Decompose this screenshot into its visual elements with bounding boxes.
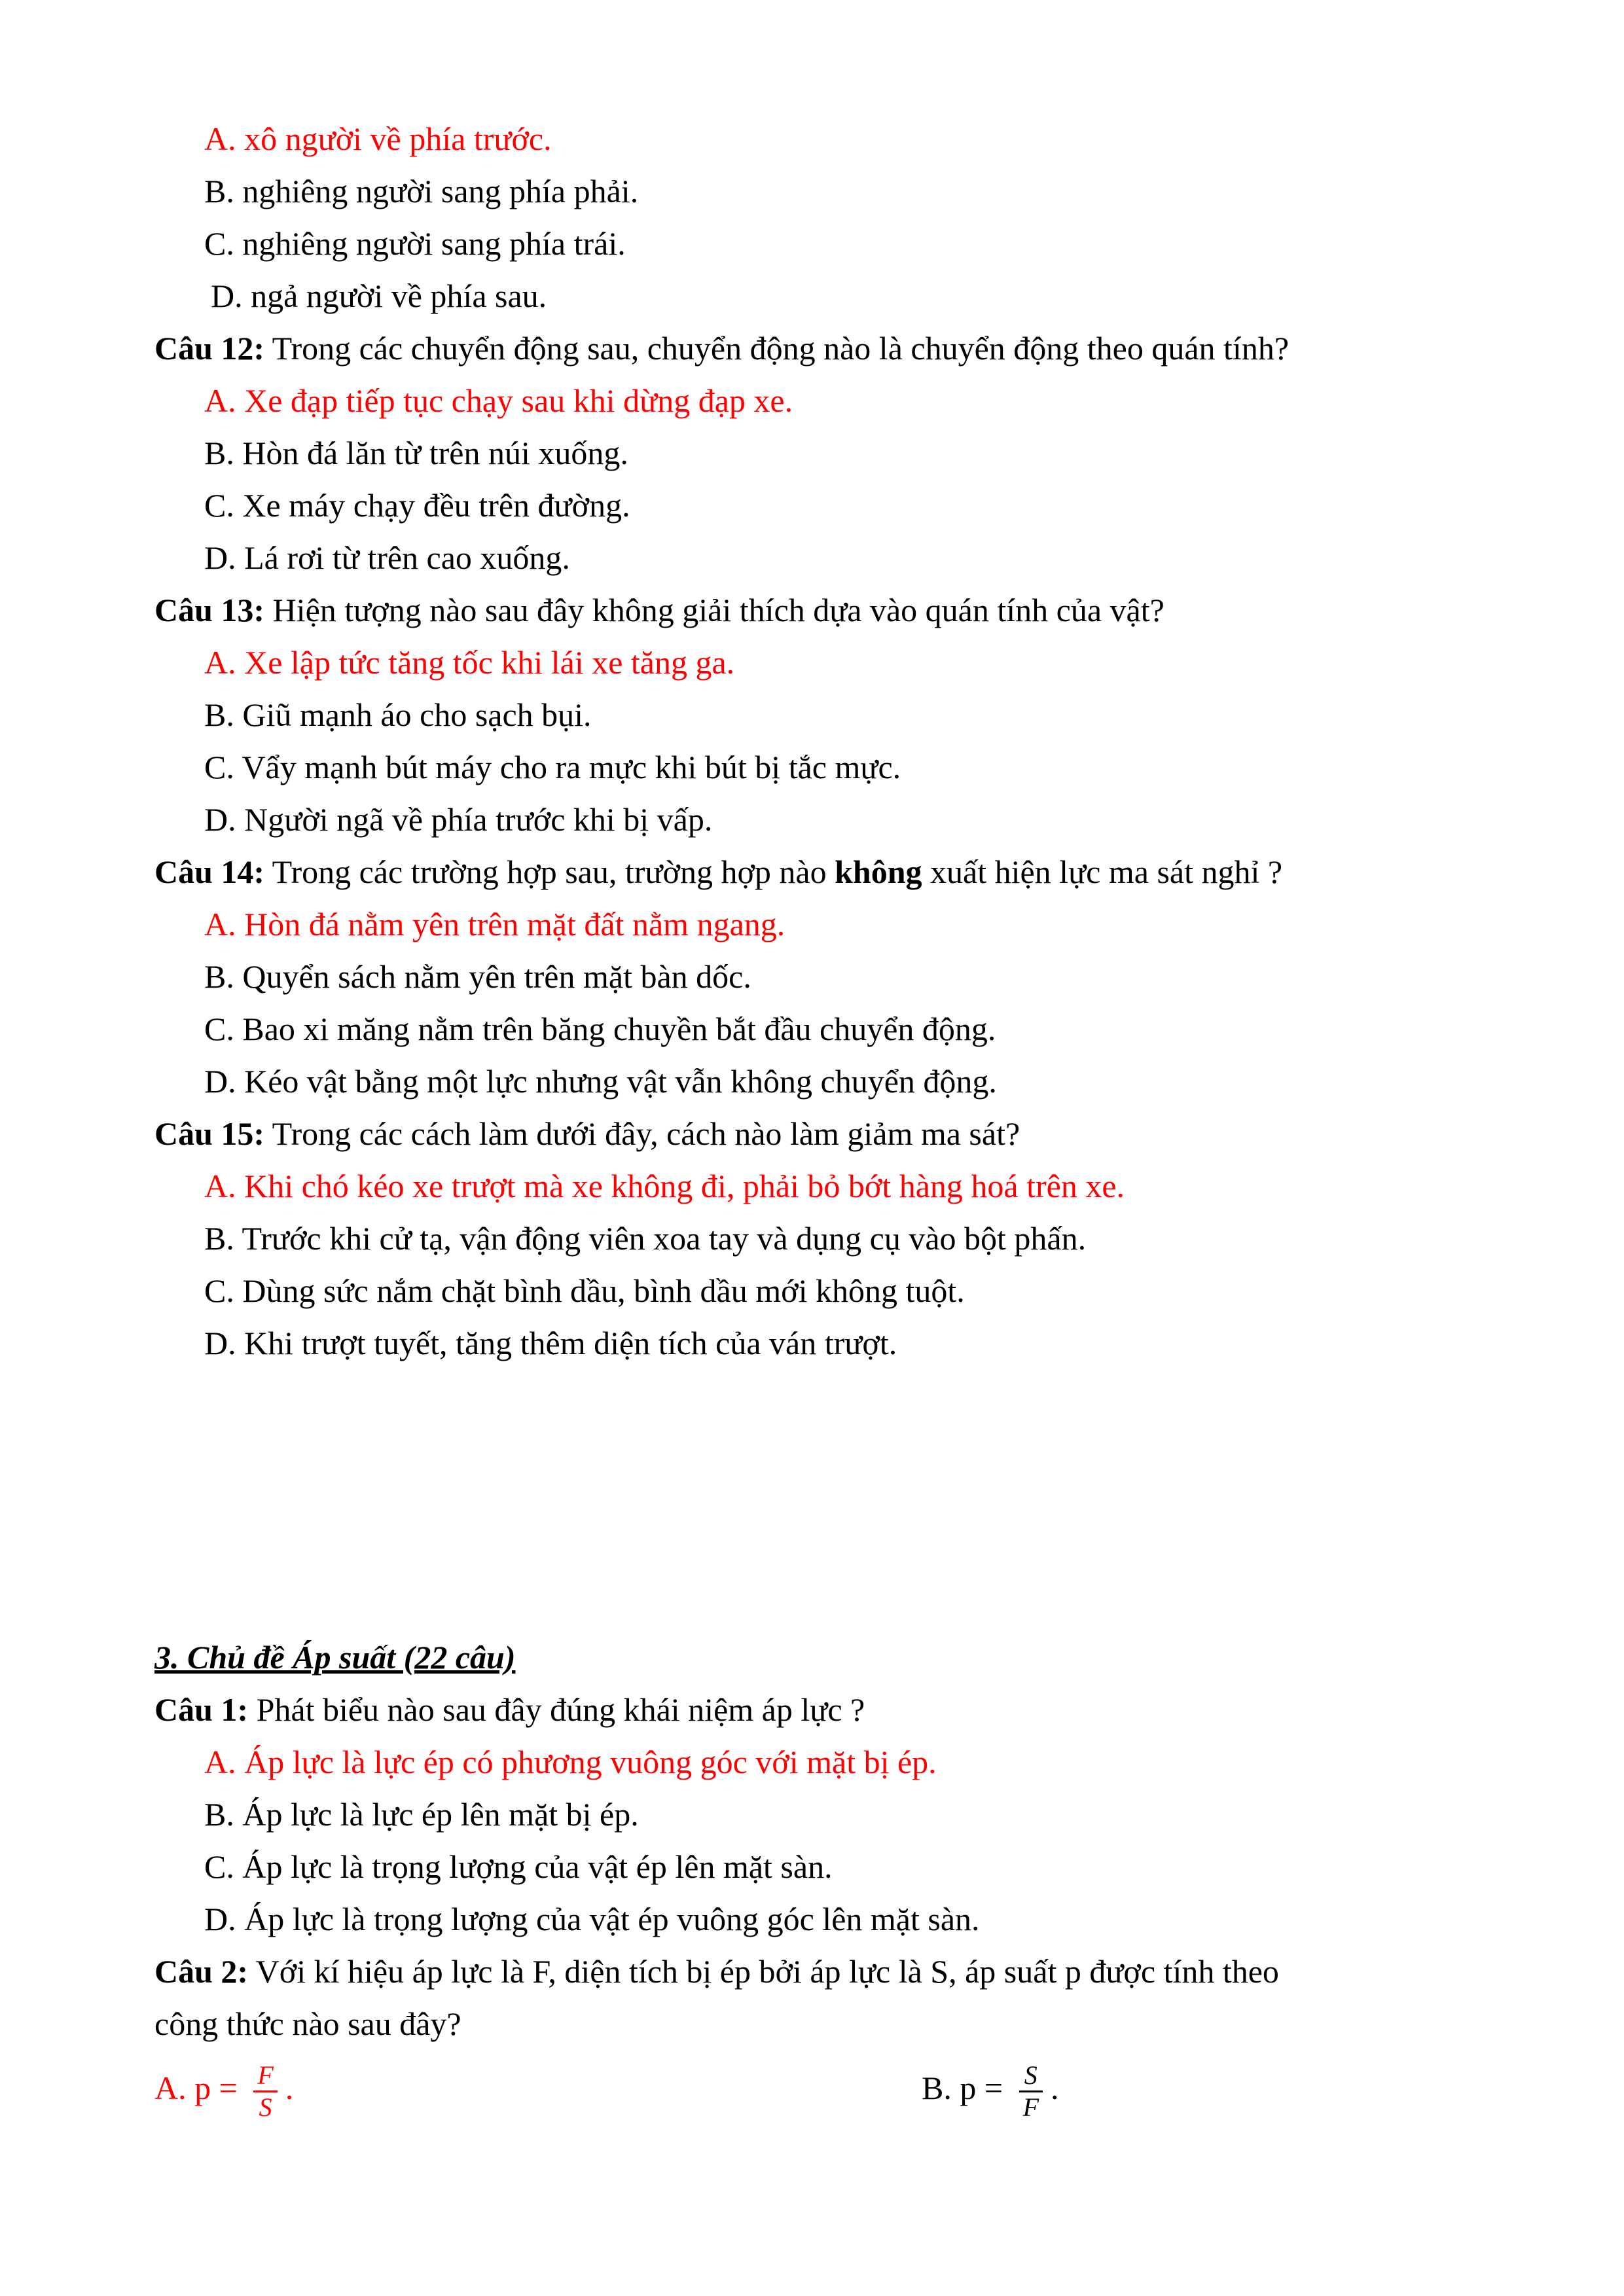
section-heading: 3. Chủ đề Áp suất (22 câu) [154, 1639, 516, 1676]
denominator: F [1022, 2092, 1039, 2122]
formula-prefix: B. p = [922, 2069, 1011, 2106]
option-a-correct: A. Xe đạp tiếp tục chạy sau khi dừng đạp xe. [204, 382, 793, 419]
option-b: B. Áp lực là lực ép lên mặt bị ép. [204, 1796, 639, 1833]
question-text: Phát biểu nào sau đây đúng khái niệm áp lực ? [248, 1691, 865, 1728]
formula-suffix: . [285, 2069, 294, 2106]
option-d: D. Áp lực là trọng lượng của vật ép vuông góc lên mặt sàn. [204, 1901, 980, 1937]
option-a-correct: A. xô người về phía trước. [204, 120, 552, 157]
option-c: C. nghiêng người sang phía trái. [204, 225, 626, 262]
numerator: S [1019, 2060, 1043, 2092]
option-b: B. Quyển sách nằm yên trên mặt bàn dốc. [204, 958, 751, 995]
question-text-line2: công thức nào sau đây? [154, 2005, 461, 2042]
question-label: Câu 12: [154, 330, 265, 367]
option-b: B. Trước khi cử tạ, vận động viên xoa tay và dụng cụ vào bột phấn. [204, 1220, 1087, 1257]
option-d: D. Người ngã về phía trước khi bị vấp. [204, 801, 713, 838]
question-label: Câu 13: [154, 592, 265, 628]
option-b: B. nghiêng người sang phía phải. [204, 173, 639, 209]
option-b: B. Giũ mạnh áo cho sạch bụi. [204, 696, 592, 733]
question-label: Câu 2: [154, 1953, 249, 1990]
question-s3-1 [154, 1690, 865, 1729]
question-text: Hiện tượng nào sau đây không giải thích dựa vào quán tính của vật? [264, 592, 1164, 628]
question-text: Trong các cách làm dưới đây, cách nào làm giảm ma sát? [264, 1115, 1020, 1152]
question-label: Câu 14: [154, 853, 265, 890]
option-d: D. ngả người về phía sau. [211, 278, 547, 314]
option-a-correct: A. Xe lập tức tăng tốc khi lái xe tăng ga. [204, 644, 735, 681]
option-c: C. Bao xi măng nằm trên băng chuyền bắt đầu chuyển động. [204, 1011, 996, 1047]
option-c: C. Xe máy chạy đều trên đường. [204, 487, 630, 524]
question-13 [154, 590, 1164, 630]
question-14 [154, 852, 1282, 891]
option-d: D. Lá rơi từ trên cao xuống. [204, 539, 570, 576]
numerator: F [253, 2060, 277, 2092]
question-label: Câu 15: [154, 1115, 265, 1152]
formula-suffix: . [1051, 2069, 1059, 2106]
denominator: S [259, 2092, 272, 2122]
option-d: D. Kéo vật bằng một lực nhưng vật vẫn không chuyển động. [204, 1063, 997, 1100]
fraction [1019, 2060, 1043, 2123]
option-c: C. Áp lực là trọng lượng của vật ép lên mặt sàn. [204, 1848, 833, 1885]
question-text-end: xuất hiện lực ma sát nghỉ ? [922, 853, 1283, 890]
option-b-formula [922, 2060, 1059, 2123]
formula-prefix: A. p = [154, 2069, 246, 2106]
option-c: C. Vẩy mạnh bút máy cho ra mực khi bút bị tắc mực. [204, 749, 901, 785]
option-a-correct: A. Hòn đá nằm yên trên mặt đất nằm ngang. [204, 906, 785, 942]
question-s3-2 [154, 1952, 1279, 1991]
option-d: D. Khi trượt tuyết, tăng thêm diện tích của ván trượt. [204, 1325, 897, 1361]
option-a-correct: A. Áp lực là lực ép có phương vuông góc với mặt bị ép. [204, 1744, 937, 1780]
option-c: C. Dùng sức nắm chặt bình dầu, bình dầu mới không tuột. [204, 1272, 965, 1309]
option-a-correct: A. Khi chó kéo xe trượt mà xe không đi, phải bỏ bớt hàng hoá trên xe. [204, 1168, 1125, 1204]
option-a-formula [154, 2060, 293, 2123]
fraction [253, 2060, 277, 2123]
question-emphasis: không [835, 853, 922, 890]
question-15 [154, 1114, 1020, 1153]
question-label: Câu 1: [154, 1691, 249, 1728]
question-text: Với kí hiệu áp lực là F, diện tích bị ép bởi áp lực là S, áp suất p được tính theo [248, 1953, 1279, 1990]
question-text: Trong các chuyển động sau, chuyển động nào là chuyển động theo quán tính? [264, 330, 1290, 367]
question-12 [154, 329, 1289, 368]
question-text: Trong các trường hợp sau, trường hợp nào [264, 853, 835, 890]
option-b: B. Hòn đá lăn từ trên núi xuống. [204, 435, 628, 471]
